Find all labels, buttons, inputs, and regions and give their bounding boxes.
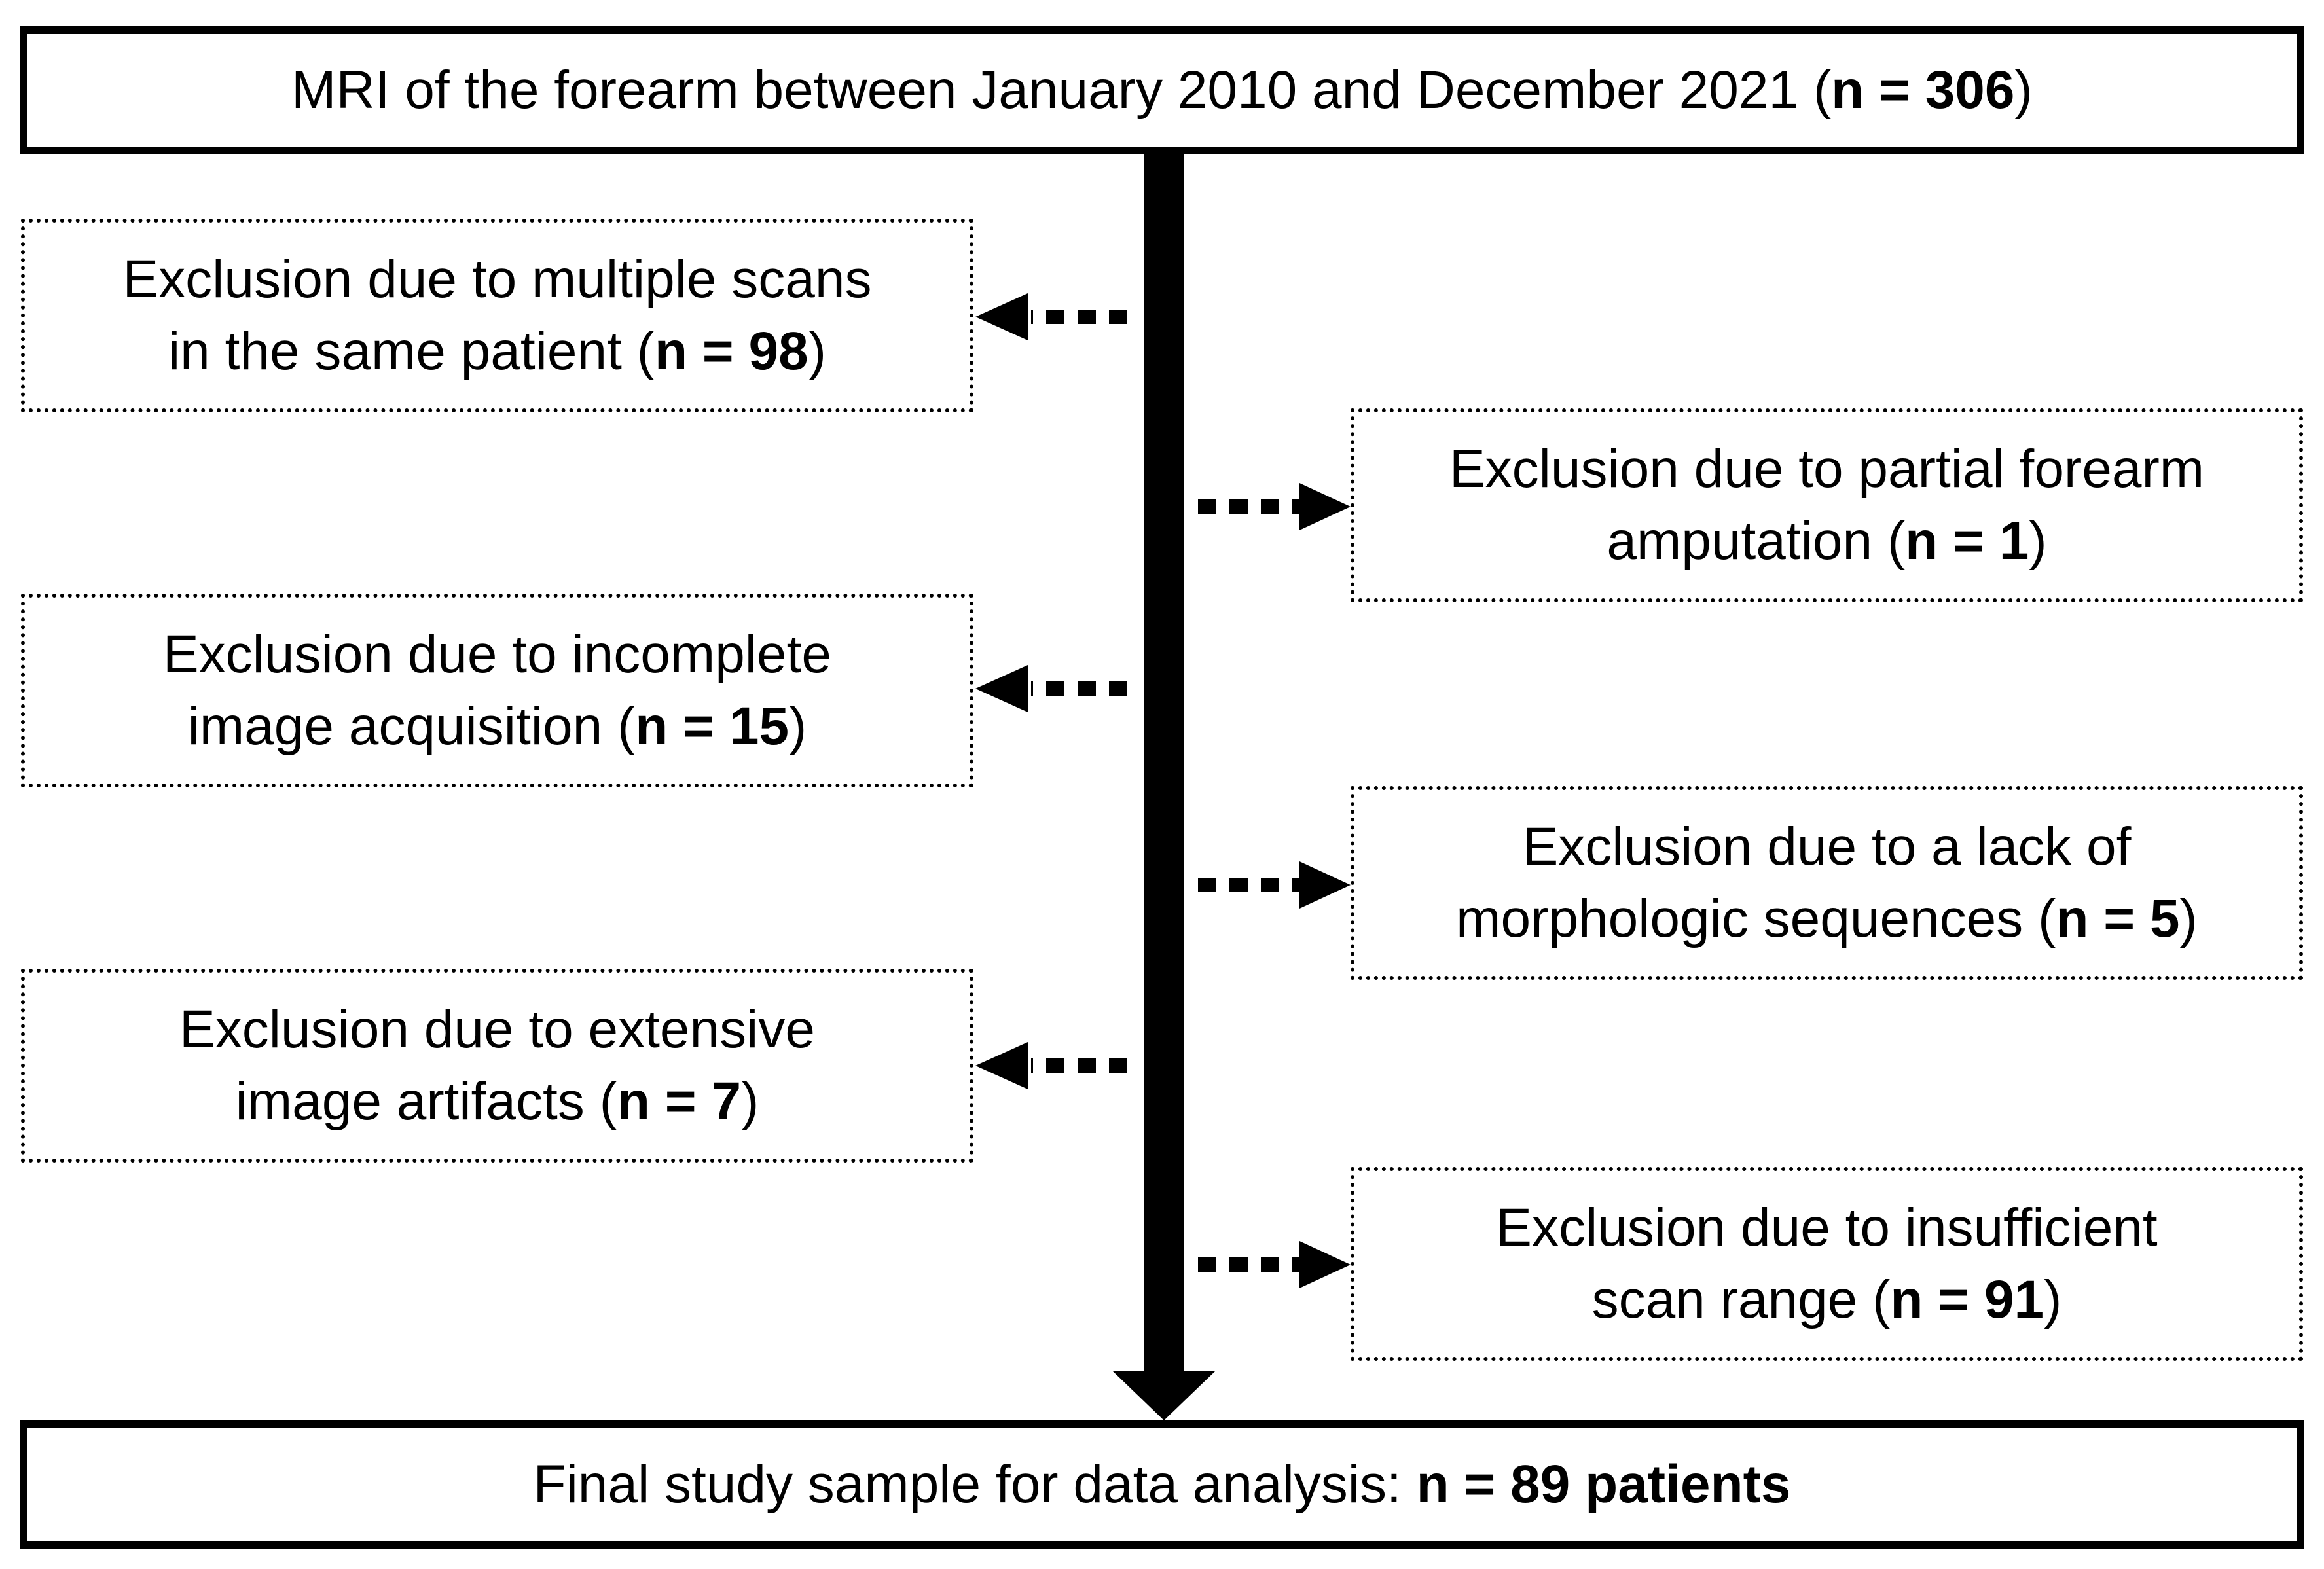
arrow-to-excl-right-3 xyxy=(1198,1241,1351,1288)
exclusion-box-morphologic-sequences xyxy=(1351,786,2303,980)
arrow-to-excl-left-1 xyxy=(975,293,1127,340)
arrow-to-excl-right-2 xyxy=(1198,861,1351,909)
exclusion-box-multiple-scans xyxy=(21,219,973,412)
arrow-to-excl-left-2 xyxy=(975,665,1127,712)
exclusion-text: Exclusion due to partial forearm amputation (n = 1) xyxy=(1449,439,2205,571)
exclusion-text: Exclusion due to extensive image artifacts (n = 7) xyxy=(179,1000,815,1131)
exclusion-count: n = 15 xyxy=(635,696,790,756)
exclusion-count: n = 1 xyxy=(1905,511,2029,571)
main-flow-arrowhead xyxy=(1113,1371,1215,1420)
exclusion-text: Exclusion due to insufficient scan range (n = 91) xyxy=(1496,1198,2158,1329)
exclusion-text: Exclusion due to incomplete image acquisition (n = 15) xyxy=(162,624,832,756)
exclusion-box-scan-range xyxy=(1351,1167,2303,1361)
exclusion-count: n = 7 xyxy=(617,1072,742,1131)
exclusion-box-incomplete-acquisition xyxy=(21,594,973,787)
main-flow-line xyxy=(1144,154,1184,1379)
arrow-to-excl-left-3 xyxy=(975,1042,1127,1089)
final-sample-text: Final study sample for data analysis: n = 89 patients xyxy=(533,1454,1791,1514)
final-sample-box xyxy=(20,1420,2304,1549)
arrow-to-excl-right-1 xyxy=(1198,483,1351,530)
initial-cohort-count: n = 306 xyxy=(1831,60,2015,120)
exclusion-count: n = 5 xyxy=(2056,889,2180,948)
initial-cohort-text: MRI of the forearm between January 2010 and December 2021 (n = 306) xyxy=(291,60,2033,120)
final-sample-count: n = 89 patients xyxy=(1416,1454,1791,1514)
exclusion-text: Exclusion due to multiple scans in the same patient (n = 98) xyxy=(122,249,872,381)
exclusion-box-partial-amputation xyxy=(1351,408,2303,602)
exclusion-count: n = 91 xyxy=(1890,1270,2044,1329)
exclusion-box-image-artifacts xyxy=(21,969,973,1163)
initial-cohort-box xyxy=(20,26,2304,154)
exclusion-count: n = 98 xyxy=(654,321,808,381)
exclusion-text: Exclusion due to a lack of morphologic sequences (n = 5) xyxy=(1456,817,2198,948)
